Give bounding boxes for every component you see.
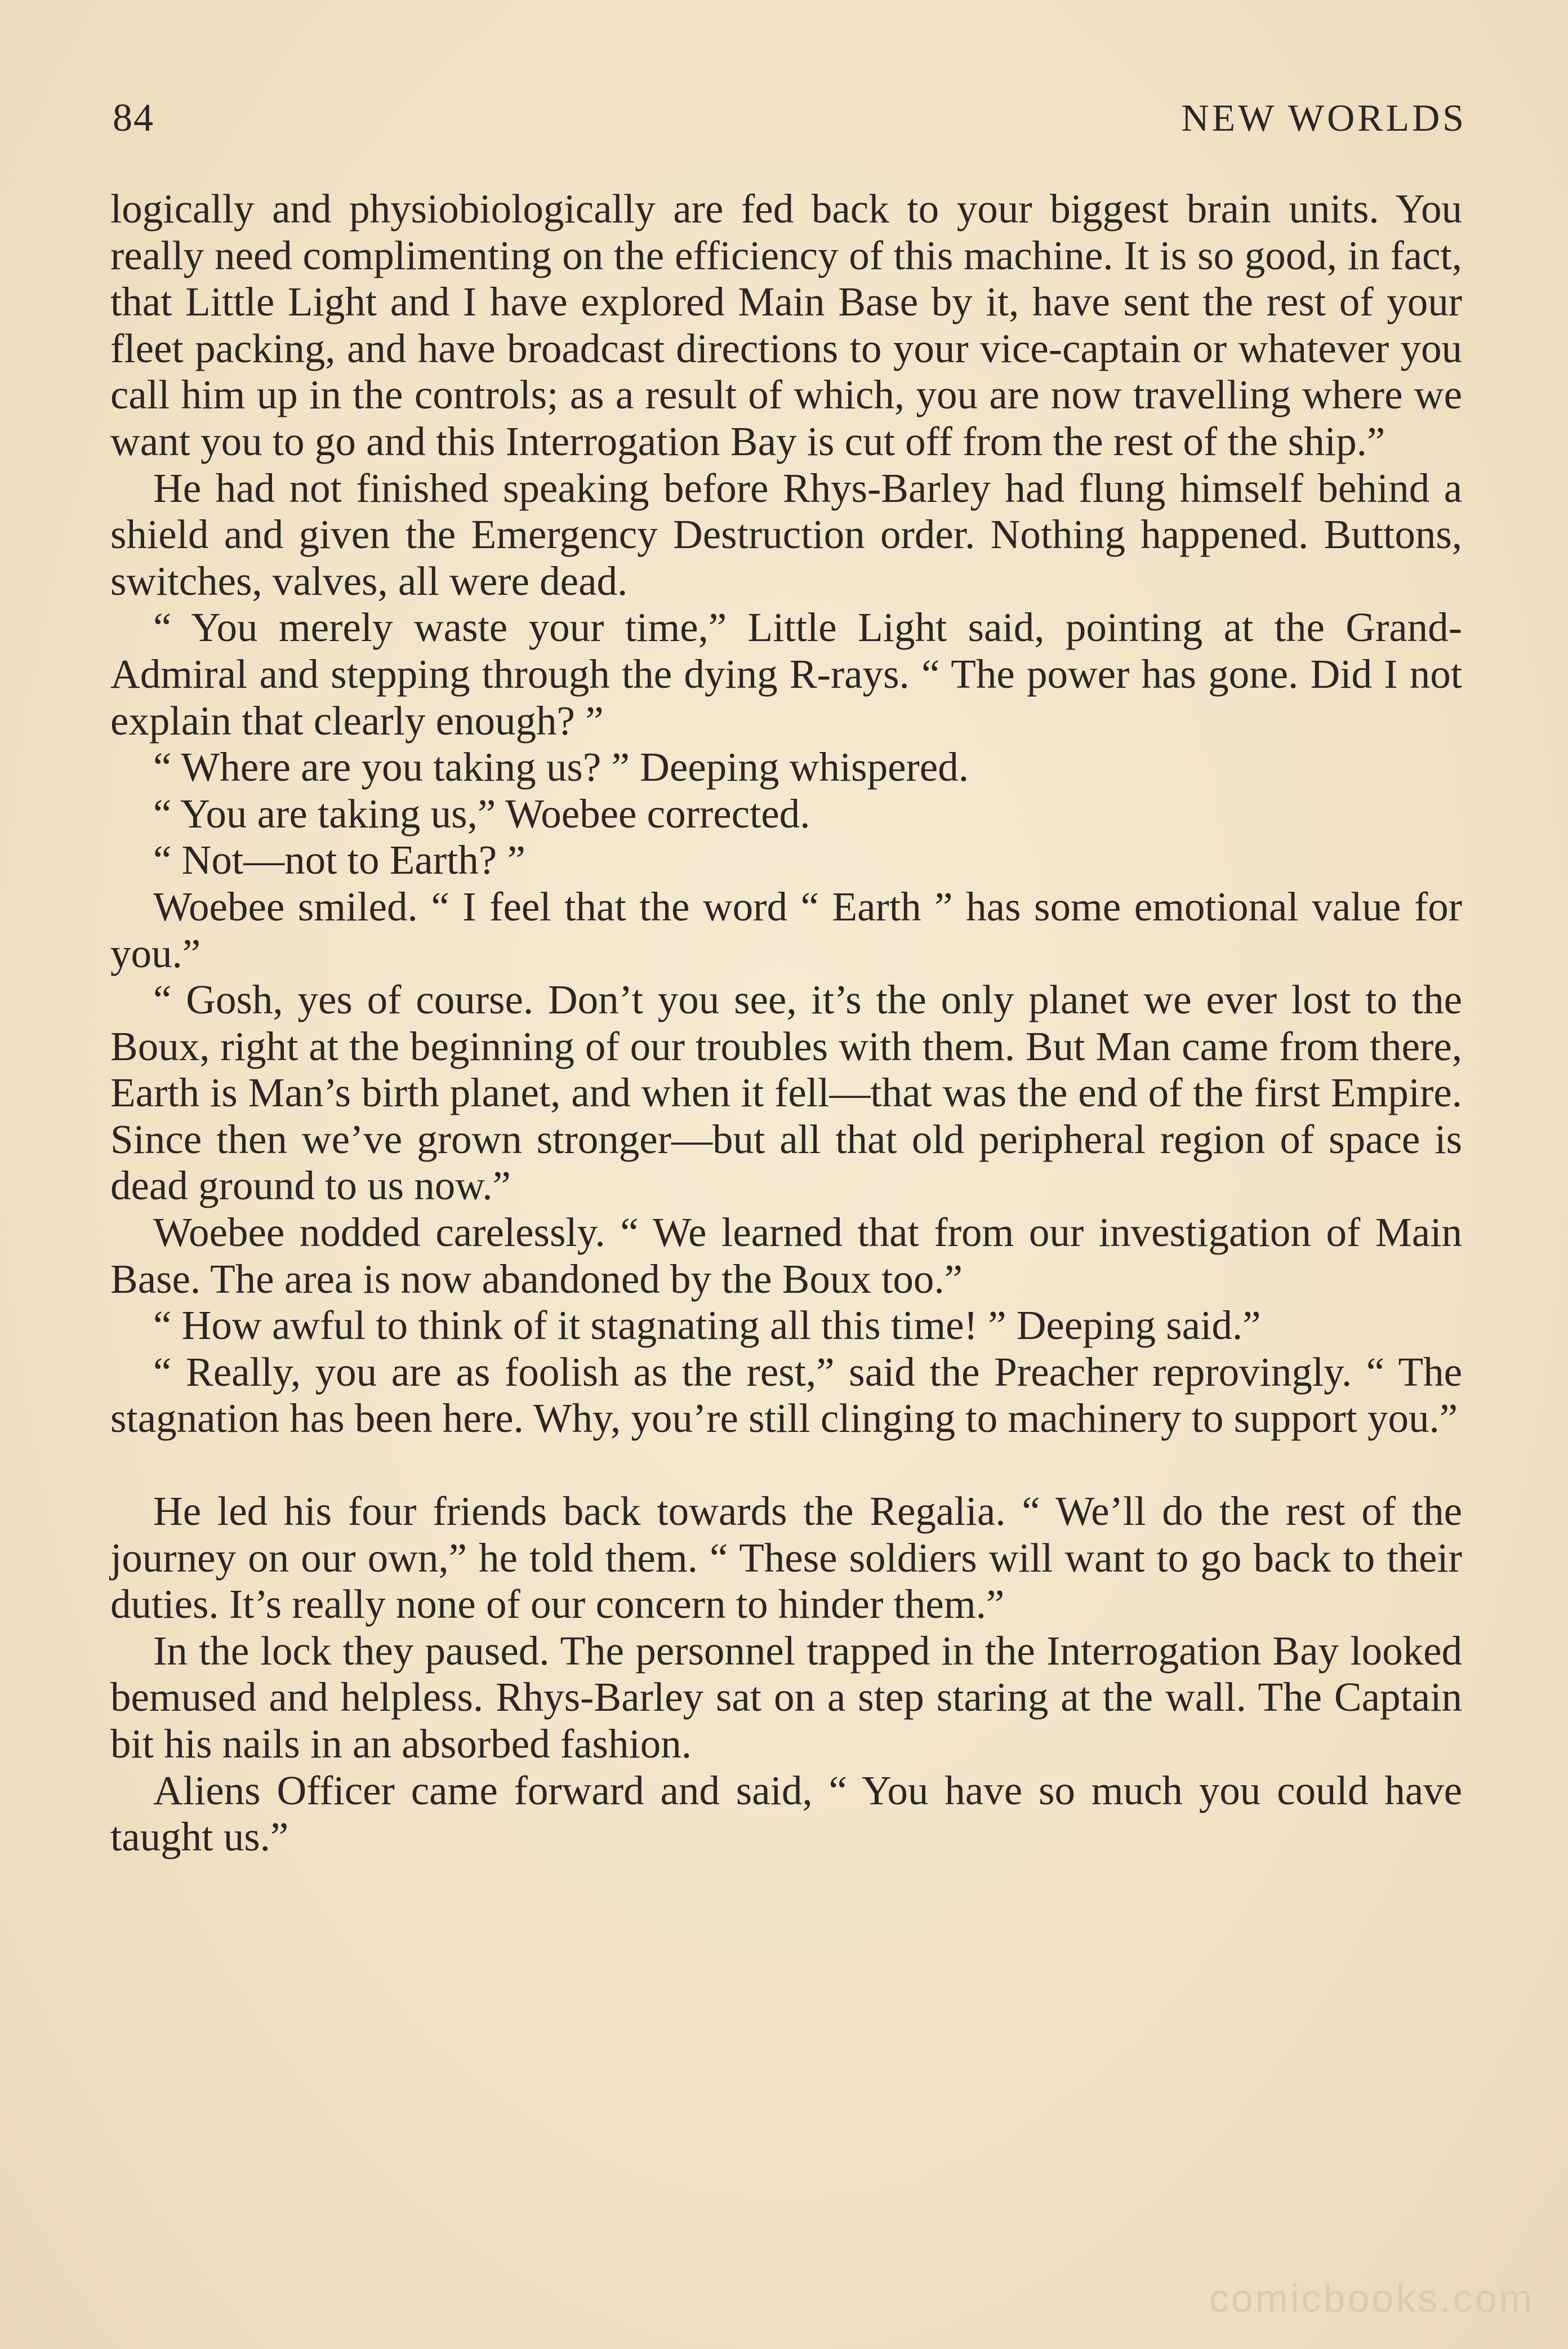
paragraph: “ How awful to think of it stagnating all this time! ” Deeping said.” xyxy=(153,1302,1261,1349)
paragraph: Woebee nodded carelessly. “ We learned that from our investigation of Main Base. The area is now abandoned by the Boux too.” xyxy=(110,1209,1462,1302)
paragraph: “ Really, you are as foolish as the rest,” said the Preacher reprovingly. “ The stagnation has been here. Why, you’re still clinging to machinery to support you.” xyxy=(110,1349,1462,1442)
paragraph: “ You merely waste your time,” Little Light said, pointing at the Grand-Admiral and stepping through the dying R-rays. “ The power has gone. Did I not explain that clearly enough? ” xyxy=(110,604,1462,744)
paragraph: logically and physiobiologically are fed back to your biggest brain units. You really need complimenting on the efficiency of this machine. It is so good, in fact, that Little Light and I have explored Main Base by it, have sent the rest of your fleet packing, and have broadcast directions to your vice-captain or whatever you call him up in the controls; as a result of which, you are now travelling where we want you to go and this Interrogation Bay is cut off from the rest of the ship.” xyxy=(110,186,1462,464)
paragraph: He led his four friends back towards the Regalia. “ We’ll do the rest of the journey on our own,” he told them. “ These soldiers will want to go back to their duties. It’s really none of our concern to hinder them.” xyxy=(110,1488,1462,1627)
paragraph: Woebee smiled. “ I feel that the word “ Earth ” has some emotional value for you.” xyxy=(110,883,1462,976)
paragraph: “ Where are you taking us? ” Deeping whispered. xyxy=(153,744,969,790)
paragraph: “ Not—not to Earth? ” xyxy=(153,837,525,883)
page-header xyxy=(113,96,1467,163)
page-number: 84 xyxy=(113,96,154,140)
paragraph: Aliens Officer came forward and said, “ You have so much you could have taught us.” xyxy=(110,1767,1462,1860)
paragraph: “ You are taking us,” Woebee corrected. xyxy=(153,790,810,837)
running-head: NEW WORLDS xyxy=(1181,96,1467,139)
paragraph: He had not finished speaking before Rhys-Barley had flung himself behind a shield and given the Emergency Destruction order. Nothing happened. Buttons, switches, valves, all were dead. xyxy=(110,465,1462,604)
section-break xyxy=(110,1442,1462,1488)
watermark: comicbooks.com xyxy=(1209,2276,1534,2320)
body-text xyxy=(110,186,1462,2265)
paragraph: “ Gosh, yes of course. Don’t you see, it’s the only planet we ever lost to the Boux, right at the beginning of our troubles with them. But Man came from there, Earth is Man’s birth planet, and when it fell—that was the end of the first Empire. Since then we’ve grown stronger—but all that old peripheral region of space is dead ground to us now.” xyxy=(110,977,1462,1209)
paragraph: In the lock they paused. The personnel trapped in the Interrogation Bay looked bemused and helpless. Rhys-Barley sat on a step staring at the wall. The Captain bit his nails in an absorbed fashion. xyxy=(110,1627,1462,1767)
